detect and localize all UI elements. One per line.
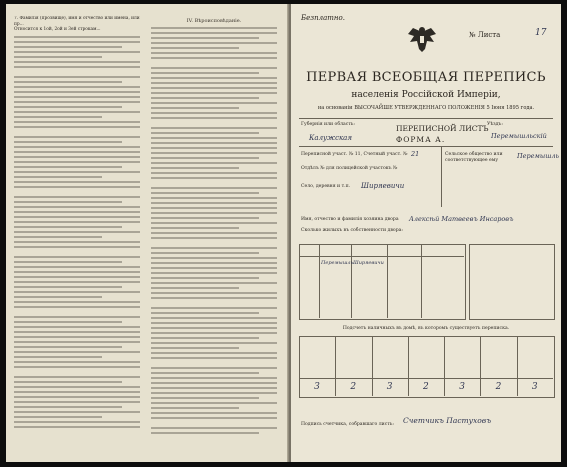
- summary-column-divider: [517, 336, 518, 396]
- instruction-text-line: [151, 407, 239, 409]
- instruction-text-line: [151, 317, 277, 319]
- instruction-text-line: [14, 301, 140, 303]
- summary-table-values-rule: [299, 378, 553, 379]
- instruction-text-line: [151, 372, 259, 374]
- instruction-text-line: [151, 402, 277, 404]
- owner-label: Имя, отчество и фамилія хозяина двора: [301, 217, 399, 222]
- instruction-text-line: [14, 281, 140, 283]
- instruction-text-line: [151, 67, 277, 69]
- instruction-text-line: [151, 222, 277, 224]
- instruction-text-line: [151, 117, 277, 119]
- left-column-1: [14, 16, 140, 446]
- instruction-text-line: [14, 271, 140, 273]
- instruction-text-line: [151, 417, 277, 419]
- instruction-text-line: [14, 256, 140, 258]
- instruction-text-line: [14, 131, 140, 133]
- instruction-text-line: [151, 72, 259, 74]
- form-subtitle: населенія Россійской Имперіи,: [351, 90, 501, 100]
- instruction-text-line: [151, 397, 259, 399]
- instruction-text-line: [151, 322, 277, 324]
- instruction-text-line: [151, 227, 239, 229]
- instruction-text-line: [151, 142, 277, 144]
- left-col1-sub: Относится к 1ой, 2ой и 3ей строкам...: [14, 27, 101, 33]
- instruction-text-line: [14, 306, 140, 308]
- instruction-text-line: [14, 366, 140, 368]
- province-label: Губернія или область:: [301, 122, 355, 127]
- instruction-text-line: [151, 112, 277, 114]
- instruction-text-line: [14, 101, 140, 103]
- instruction-text-line: [151, 232, 277, 234]
- instruction-text-line: [151, 347, 239, 349]
- instruction-text-line: [14, 191, 140, 193]
- owner-value: Алексѣй Матвеевъ Инсаровъ: [409, 215, 514, 223]
- instruction-text-line: [151, 422, 277, 424]
- instruction-text-line: [151, 432, 259, 434]
- instruction-text-line: [151, 252, 259, 254]
- signature-label: Подпись счетчика, собравшаго листь:: [301, 422, 394, 427]
- instruction-text-line: [151, 107, 239, 109]
- instruction-text-line: [14, 141, 122, 143]
- instruction-text-line: [151, 207, 277, 209]
- signature-value: Счетчикъ Пастуховъ: [403, 416, 492, 425]
- instruction-text-line: [151, 212, 277, 214]
- table-row-name: Перемышль: [321, 260, 354, 266]
- field-right1-label: Сельское общество или соответствующее ему: [445, 152, 503, 163]
- instruction-text-line: [14, 86, 140, 88]
- instruction-text-line: [14, 196, 140, 198]
- instruction-text-line: [14, 371, 140, 373]
- field-right1-value: Перемышль: [517, 152, 560, 160]
- instruction-text-line: [151, 307, 277, 309]
- instruction-text-line: [151, 197, 277, 199]
- residents-table-col2: [351, 244, 352, 318]
- residents-table-col1: [319, 244, 320, 318]
- instruction-text-line: [151, 247, 277, 249]
- instruction-text-line: [151, 237, 277, 239]
- instruction-text-line: [14, 36, 140, 38]
- instruction-text-line: [14, 106, 122, 108]
- instruction-text-line: [151, 192, 259, 194]
- instruction-text-line: [151, 357, 277, 359]
- instruction-text-line: [14, 76, 140, 78]
- instruction-text-line: [14, 96, 140, 98]
- instruction-text-line: [151, 42, 277, 44]
- instruction-text-line: [151, 157, 259, 159]
- instruction-text-line: [14, 66, 140, 68]
- summary-column-divider: [444, 336, 445, 396]
- instruction-text-line: [151, 77, 277, 79]
- form-subtitle-a: ФОРМА А.: [396, 135, 446, 144]
- table-row-value: Ширяевичи: [353, 260, 384, 266]
- instruction-text-line: [151, 362, 277, 364]
- instruction-text-line: [14, 336, 140, 338]
- instruction-text-line: [14, 286, 122, 288]
- instruction-text-line: [151, 52, 277, 54]
- summary-value: 2: [495, 382, 502, 392]
- decree-line: на основаніи ВЫСОЧАЙШЕ УТВЕРЖДЕННАГО ПОЛОЖЕНІЯ 5 Іюня 1895 года.: [317, 105, 535, 111]
- instruction-text-line: [14, 206, 140, 208]
- instruction-text-line: [14, 421, 140, 423]
- instruction-text-line: [151, 162, 277, 164]
- instruction-text-line: [14, 331, 140, 333]
- instruction-text-line: [151, 337, 259, 339]
- instruction-text-line: [151, 47, 239, 49]
- instruction-text-line: [14, 246, 140, 248]
- instruction-text-line: [151, 257, 277, 259]
- instruction-text-line: [14, 326, 140, 328]
- instruction-text-line: [151, 37, 259, 39]
- instruction-text-line: [14, 226, 122, 228]
- instruction-text-line: [151, 412, 277, 414]
- summary-value: 3: [531, 382, 538, 392]
- instruction-text-line: [151, 102, 277, 104]
- instruction-text-line: [151, 217, 259, 219]
- instruction-text-line: [14, 136, 140, 138]
- instruction-text-line: [14, 356, 102, 358]
- instruction-text-line: [14, 221, 140, 223]
- instruction-text-line: [151, 177, 277, 179]
- summary-value: 2: [423, 382, 429, 392]
- instruction-text-line: [14, 176, 102, 178]
- instruction-text-line: [14, 156, 140, 158]
- instruction-text-line: [14, 46, 122, 48]
- instruction-text-line: [14, 341, 140, 343]
- instruction-text-line: [14, 381, 122, 383]
- instruction-text-line: [151, 122, 277, 124]
- instruction-text-line: [14, 171, 140, 173]
- instruction-text-line: [14, 376, 140, 378]
- instruction-text-line: [151, 387, 277, 389]
- instruction-text-line: [14, 166, 122, 168]
- instruction-text-line: [14, 91, 140, 93]
- left-column-2: [151, 16, 277, 446]
- instruction-text-line: [151, 367, 277, 369]
- uyezd-value: Перемышльскій: [491, 132, 547, 140]
- instruction-text-line: [151, 282, 277, 284]
- instruction-text-line: [14, 416, 102, 418]
- instruction-text-line: [14, 231, 140, 233]
- instruction-text-line: [151, 382, 277, 384]
- instruction-text-line: [14, 316, 140, 318]
- instruction-text-line: [14, 411, 140, 413]
- instruction-text-line: [151, 352, 277, 354]
- instruction-text-line: [14, 146, 140, 148]
- instruction-text-line: [151, 57, 277, 59]
- instruction-text-line: [14, 51, 140, 53]
- instruction-text-line: [14, 181, 140, 183]
- summary-column-divider: [372, 336, 373, 396]
- summary-value: 3: [386, 382, 393, 392]
- instruction-text-line: [151, 277, 259, 279]
- instruction-text-line: [14, 41, 140, 43]
- instruction-text-line: [151, 302, 277, 304]
- instruction-text-line: [151, 297, 277, 299]
- imperial-eagle-icon: [405, 22, 439, 56]
- summary-column-divider: [335, 336, 336, 396]
- instruction-text-line: [14, 261, 122, 263]
- instruction-text-line: [151, 137, 277, 139]
- instruction-text-line: [151, 287, 239, 289]
- instruction-text-line: [14, 426, 140, 428]
- instruction-text-line: [151, 312, 259, 314]
- residents-table-col4: [421, 244, 422, 318]
- instruction-text-line: [151, 327, 277, 329]
- instruction-text-line: [151, 27, 277, 29]
- instruction-text-line: [151, 82, 277, 84]
- instruction-text-line: [14, 386, 140, 388]
- summary-title: Подсчетъ наличныхъ въ домѣ, въ которомъ существуетъ переписка.: [342, 326, 510, 331]
- field2-label: Отдѣлъ № для полицейской участокъ №: [301, 166, 398, 171]
- header-rule: [299, 118, 553, 119]
- instruction-text-line: [14, 401, 140, 403]
- instruction-text-line: [151, 427, 277, 429]
- sheet-number-value: 17: [535, 28, 547, 38]
- instruction-text-line: [14, 161, 140, 163]
- summary-value: 3: [459, 382, 466, 392]
- instruction-text-line: [151, 32, 277, 34]
- instruction-text-line: [151, 187, 277, 189]
- field-divider: [441, 147, 442, 207]
- instruction-text-line: [14, 151, 140, 153]
- instruction-text-line: [14, 296, 102, 298]
- field1-label: Переписной участ. № 11, Счетный участ. №: [301, 152, 408, 157]
- instruction-text-line: [151, 262, 277, 264]
- left-col2-heading: IV. Вѣроисповѣданіе.: [186, 18, 242, 24]
- left-instruction-page: [6, 4, 289, 462]
- instruction-text-line: [151, 272, 277, 274]
- instruction-text-line: [151, 332, 277, 334]
- census-document-spread: [6, 4, 561, 462]
- instruction-text-line: [14, 406, 122, 408]
- instruction-text-line: [151, 132, 259, 134]
- form-main-title: ПЕРВАЯ ВСЕОБЩАЯ ПЕРЕПИСЬ: [306, 70, 546, 85]
- instruction-text-line: [14, 431, 140, 433]
- instruction-text-line: [14, 241, 140, 243]
- instruction-text-line: [14, 391, 140, 393]
- instruction-text-line: [14, 266, 140, 268]
- instruction-text-line: [14, 251, 140, 253]
- instruction-text-line: [151, 202, 277, 204]
- instruction-text-line: [151, 127, 277, 129]
- field3-label: Село, деревня и т.п.: [301, 184, 351, 189]
- instruction-text-line: [14, 116, 102, 118]
- instruction-text-line: [151, 62, 277, 64]
- instruction-text-line: [14, 211, 140, 213]
- instruction-text-line: [14, 56, 102, 58]
- instruction-text-line: [14, 236, 102, 238]
- instruction-text-line: [14, 361, 140, 363]
- instruction-text-line: [14, 311, 140, 313]
- summary-column-divider: [408, 336, 409, 396]
- free-of-charge-label: Безплатно.: [301, 14, 345, 22]
- instruction-text-line: [151, 242, 277, 244]
- instruction-text-line: [14, 186, 140, 188]
- residents-table-col3: [387, 244, 388, 318]
- instruction-text-line: [14, 81, 122, 83]
- instruction-text-line: [14, 276, 140, 278]
- instruction-text-line: [151, 292, 277, 294]
- instruction-text-line: [14, 126, 140, 128]
- instruction-text-line: [151, 182, 277, 184]
- sheet-number-label: № Листа: [469, 31, 501, 39]
- household-label: Сколько жилыхъ въ собственности двора:: [301, 228, 403, 233]
- instruction-text-line: [14, 121, 140, 123]
- instruction-text-line: [151, 147, 277, 149]
- uyezd-label: Уѣздъ:: [487, 122, 503, 127]
- right-census-form-page: [291, 4, 561, 462]
- field3-value: Ширяевичи: [361, 182, 405, 190]
- instruction-text-line: [14, 346, 122, 348]
- field1-value: 21: [411, 150, 420, 158]
- notes-box: [469, 244, 555, 320]
- instruction-text-line: [14, 351, 140, 353]
- instruction-text-line: [14, 61, 140, 63]
- instruction-text-line: [14, 396, 140, 398]
- instruction-text-line: [14, 291, 140, 293]
- instruction-text-line: [14, 111, 140, 113]
- instruction-text-line: [151, 377, 277, 379]
- left-col1-first-line: 7. Фамилія (прозвище), имя и отчество или имена, или пр...: [14, 16, 140, 27]
- instruction-text-line: [151, 167, 239, 169]
- instruction-text-line: [151, 267, 277, 269]
- instruction-text-line: [14, 321, 122, 323]
- province-value: Калужская: [309, 134, 352, 142]
- instruction-text-line: [151, 87, 277, 89]
- residents-table-header-rule: [299, 256, 464, 257]
- instruction-text-line: [14, 216, 140, 218]
- instruction-text-line: [151, 92, 277, 94]
- summary-column-divider: [480, 336, 481, 396]
- summary-value: 2: [350, 382, 357, 392]
- instruction-text-line: [14, 71, 140, 73]
- instruction-text-line: [151, 392, 277, 394]
- form-title: ПЕРЕПИСНОЙ ЛИСТЪ: [396, 124, 489, 133]
- instruction-text-line: [151, 172, 277, 174]
- summary-value: 3: [314, 382, 320, 392]
- section-rule-1: [299, 146, 553, 147]
- instruction-text-line: [14, 201, 122, 203]
- instruction-text-line: [151, 342, 277, 344]
- instruction-text-line: [151, 97, 259, 99]
- instruction-text-line: [151, 152, 277, 154]
